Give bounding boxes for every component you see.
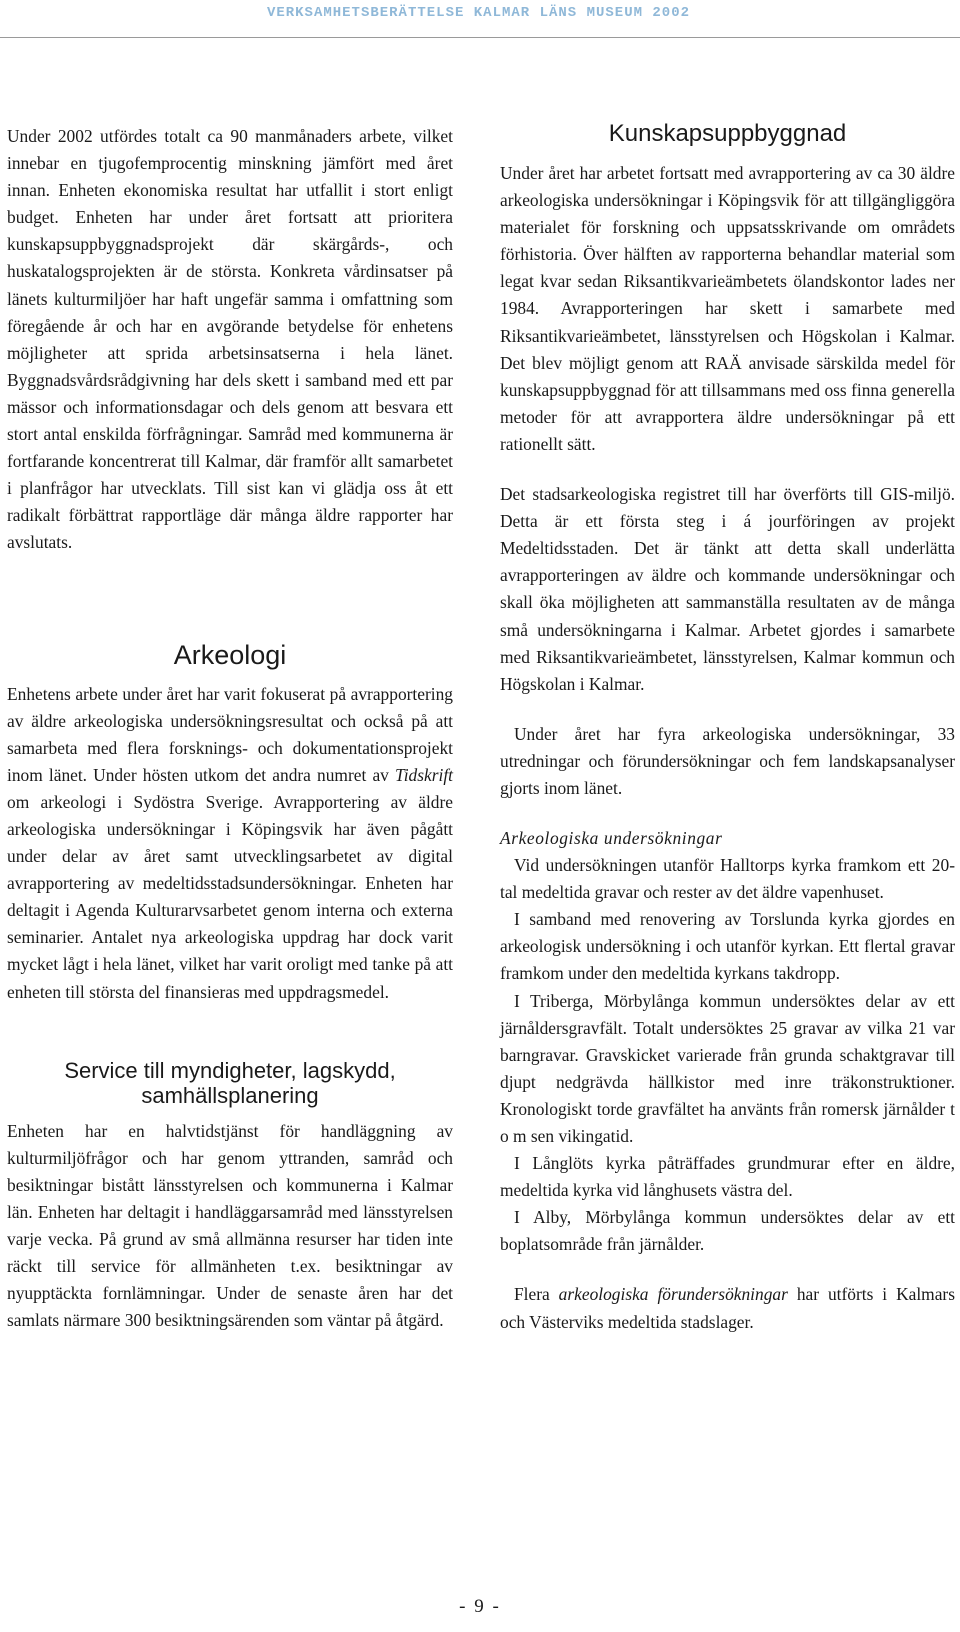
forundersokningar-term: arkeologiska förundersökningar bbox=[558, 1284, 788, 1305]
arkeologi-heading: Arkeologi bbox=[173, 639, 287, 670]
left-column bbox=[7, 123, 453, 1334]
page-number: - 9 - bbox=[459, 1596, 501, 1617]
intro-paragraph: Under 2002 utfördes totalt ca 90 manmånaders arbete, vilket innebar en tjugofemprocentig minskning jämfört med året innan. Enheten ekonomiska resultat har utfallit i stort enligt budget. Enheten har under året fortsatt att prioritera kunskapsuppbyggnadsprojekt där skärgårds-, och huskatalogsprojekten är de största. Konkreta vårdinsatser på länets kulturmiljöer har haft ungefär samma i omfattning som föregående år och har en avgörande betydelse för enhetens möjligheter att sprida arbetsinsatserna i hela länet. Byggnadsvårdsrådgivning har dels skett i samband med ett par mässor och informationsdagar och dels genom att besvara ett stort antal enskilda förfrågningar. Samråd med kommunerna är fortfarande koncentrerat till Kalmar, där framför allt samarbetet i planfrågor har utvecklats. Till sist kan vi glädja oss åt ett radikalt förbättrat rapportläge där många äldre rapporter har avslutats. bbox=[7, 126, 453, 553]
service-heading: Service till myndigheter, lagskydd, samhällsplanering bbox=[64, 1057, 396, 1108]
undersokning-langlot: I Långlöts kyrka påträffades grundmurar efter en äldre, medeltida kyrka vid långhusets västra del. bbox=[500, 1153, 955, 1201]
forundersokningar-paragraph: Flera arkeologiska förundersökningar har utförts i Kalmars och Västerviks medeltida stadslager. bbox=[500, 1284, 955, 1332]
undersokning-triberga: I Triberga, Mörbylånga kommun undersöktes delar av ett järnåldersgravfält. Totalt undersöktes 25 gravar av vilka 21 var barngravar. Gravskicket varierade från grunda schaktgravar till djupt nedgrävda hällkistor med inre träkonstruktioner. Kronologiskt torde gravfältet ha använts från romersk järnålder t o m sen vikingatid. bbox=[500, 990, 955, 1146]
running-header: VERKSAMHETSBERÄTTELSE KALMAR LÄNS MUSEUM 2002 bbox=[266, 5, 690, 21]
undersokning-alby: I Alby, Mörbylånga kommun undersöktes delar av ett boplatsområde från järnålder. bbox=[500, 1207, 955, 1255]
service-paragraph: Enheten har en halvtidstjänst för handläggning av kulturmiljöfrågor och har genom yttranden, samråd och besiktningar bistått länsstyrelsen och kommunerna i Kalmar län. Enheten har deltagit i handläggarsamråd med länsstyrelsen varje vecka. På grund av små allmänna resurser har tiden inte räckt till service för allmänheten t.ex. besiktningar av nyupptäckta fornlämningar. Under de senaste åren har det samlats närmare 300 besiktningsärenden som väntar på åtgärd. bbox=[7, 1120, 453, 1331]
undersokning-torslunda: I samband med renovering av Torslunda kyrka gjordes en arkeologisk undersökning i och utanför kyrkan. Ett flertal gravar framkom under den medeltida kyrkans takdropp. bbox=[500, 909, 955, 984]
arkeologi-paragraph: Enhetens arbete under året har varit fokuserat på avrapportering av äldre arkeologiska undersökningsresultat och också på att samarbeta med flera forsknings- och dokumentationsprojekt inom länet. Under hösten utkom det andra numret av Tidskrift om arkeologi i Sydöstra Sverige. Avrapportering av äldre arkeologiska undersökningar i Köpingsvik har även pågått under delar av året samt utvecklingsarbetet av digital avrapportering av medeltidsstadsundersökningar. Enheten har deltagit i Agenda Kulturarvsarbetet genom interna och externa seminarier. Antalet nya arkeologiska uppdrag har dock varit mycket lågt i hela länet, vilket har varit oroligt med tanke på att enheten till största del finansieras med uppdragsmedel. bbox=[7, 683, 453, 1002]
kunskap-paragraph-1: Under året har arbetet fortsatt med avrapportering av ca 30 äldre arkeologiska undersökningar i Köpingsvik för att tillgängliggöra materialet för forskning och uppsatsskrivande om områdets förhistoria. Över hälften av rapporterna behandlar material som legat kvar sedan Riksantikvarieämbetets ölandskontor lades ner 1984. Avrapporteringen har skett i samarbete med Riksantikvarieämbetet, länsstyrelsen och Högskolan i Kalmar. Det blev möjligt genom att RAÄ anvisade särskilda medel för kunskapsuppbyggnad för att tillsammans med oss finna generella metoder för att avrapportera äldre undersökningar på ett rationellt sätt. bbox=[500, 163, 955, 454]
kunskap-paragraph-2: Det stadsarkeologiska registret till har överförts till GIS-miljö. Detta är ett första steg i á jourföringen av projekt Medeltidsstaden. Det är tänkt att detta skall underlätta avrapporteringen av äldre och kommande undersökningar och skall öka möjligheten att sammanställa resultaten av de många små undersökningarna i Kalmar. Arbetet gjordes i samarbete med Riksantikvarieämbetet, länsstyrelsen, Kalmar kommun och Högskolan i Kalmar. bbox=[500, 484, 955, 694]
kunskap-heading: Kunskapsuppbyggnad bbox=[608, 120, 847, 147]
undersokningar-heading: Arkeologiska undersökningar bbox=[500, 828, 723, 849]
tidskrift-title: Tidskrift bbox=[395, 764, 453, 785]
kunskap-paragraph-3: Under året har fyra arkeologiska undersökningar, 33 utredningar och förundersökningar och fem landskapsanalyser gjorts inom länet. bbox=[500, 723, 955, 798]
undersokning-halltorp: Vid undersökningen utanför Halltorps kyrka framkom ett 20-tal medeltida gravar och rester av det äldre vapenhuset. bbox=[500, 855, 955, 903]
right-column bbox=[500, 120, 955, 1336]
header-rule bbox=[0, 37, 960, 38]
